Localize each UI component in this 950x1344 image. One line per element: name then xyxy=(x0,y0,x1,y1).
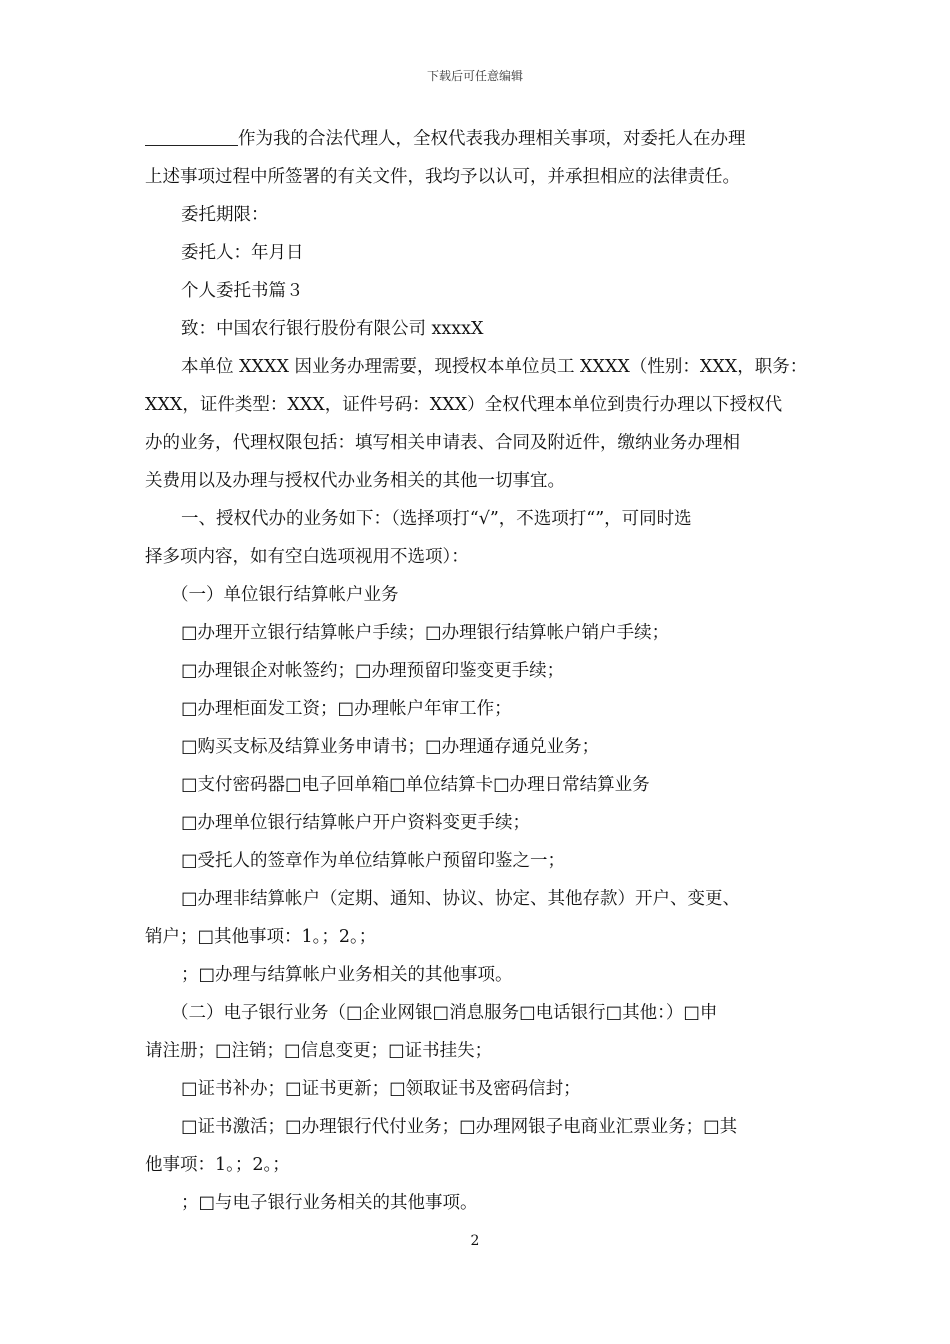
subsection-title: （二）电子银行业务（□企业网银□消息服务□电话银行□其他：）□申 xyxy=(171,1003,718,1023)
checkbox-line: ；□办理与结算帐户业务相关的其他事项。 xyxy=(181,965,513,985)
checkbox-line: 销户；□其他事项：1。；2。； xyxy=(145,927,377,947)
checkbox-line: □办理开立银行结算帐户手续；□办理银行结算帐户销户手续； xyxy=(181,623,670,643)
page-number: 2 xyxy=(470,1233,480,1249)
paragraph-line: 上述事项过程中所签署的有关文件，我均予以认可，并承担相应的法律责任。 xyxy=(145,167,740,187)
checkbox-line: □支付密码器□电子回单箱□单位结算卡□办理日常结算业务 xyxy=(181,775,650,795)
paragraph-line xyxy=(145,120,810,158)
paragraph-line: 关费用以及办理与授权代办业务相关的其他一切事宜。 xyxy=(145,471,565,491)
paragraph-line: 委托期限： xyxy=(181,205,269,225)
blank-underline xyxy=(145,125,238,146)
subsection-title: （一）单位银行结算帐户业务 xyxy=(171,585,399,605)
paragraph-line: 委托人：年月日 xyxy=(181,243,304,263)
paragraph-line: 办的业务，代理权限包括：填写相关申请表、合同及附近件，缴纳业务办理相 xyxy=(145,433,740,453)
checkbox-line: 他事项：1。；2。； xyxy=(145,1155,290,1175)
checkbox-line: □办理单位银行结算帐户开户资料变更手续； xyxy=(181,813,531,833)
checkbox-line: □购买支标及结算业务申请书；□办理通存通兑业务； xyxy=(181,737,600,757)
paragraph-line: XXX，证件类型：XXX，证件号码：XXX）全权代理本单位到贵行办理以下授权代 xyxy=(145,395,783,415)
checkbox-line: 请注册；□注销；□信息变更；□证书挂失； xyxy=(145,1041,493,1061)
paragraph-line: 择多项内容，如有空白选项视用不选项）： xyxy=(145,547,469,567)
paragraph-line: 本单位 XXXX 因业务办理需要，现授权本单位员工 XXXX（性别：XXX，职务： xyxy=(181,357,808,377)
checkbox-line: ；□与电子银行业务相关的其他事项。 xyxy=(181,1193,478,1213)
checkbox-line: □办理非结算帐户（定期、通知、协议、协定、其他存款）开户、变更、 xyxy=(181,889,741,909)
checkbox-line: □证书补办；□证书更新；□领取证书及密码信封； xyxy=(181,1079,581,1099)
paragraph-line: 一、授权代办的业务如下：（选择项打“√”，不选项打“”，可同时选 xyxy=(181,509,692,529)
page-header: 下载后可任意编辑 xyxy=(426,69,523,83)
checkbox-line: □证书激活；□办理银行代付业务；□办理网银子电商业汇票业务；□其 xyxy=(181,1117,738,1137)
checkbox-line: □办理柜面发工资；□办理帐户年审工作； xyxy=(181,699,512,719)
document-body xyxy=(145,120,810,1222)
line-text: 作为我的合法代理人，全权代表我办理相关事项，对委托人在办理 xyxy=(238,129,746,149)
paragraph-line: 致：中国农行银行股份有限公司 xxxxX xyxy=(181,319,484,339)
checkbox-line: □办理银企对帐签约；□办理预留印鉴变更手续； xyxy=(181,661,565,681)
checkbox-line: □受托人的签章作为单位结算帐户预留印鉴之一； xyxy=(181,851,566,871)
section-title: 个人委托书篇３ xyxy=(181,281,304,301)
